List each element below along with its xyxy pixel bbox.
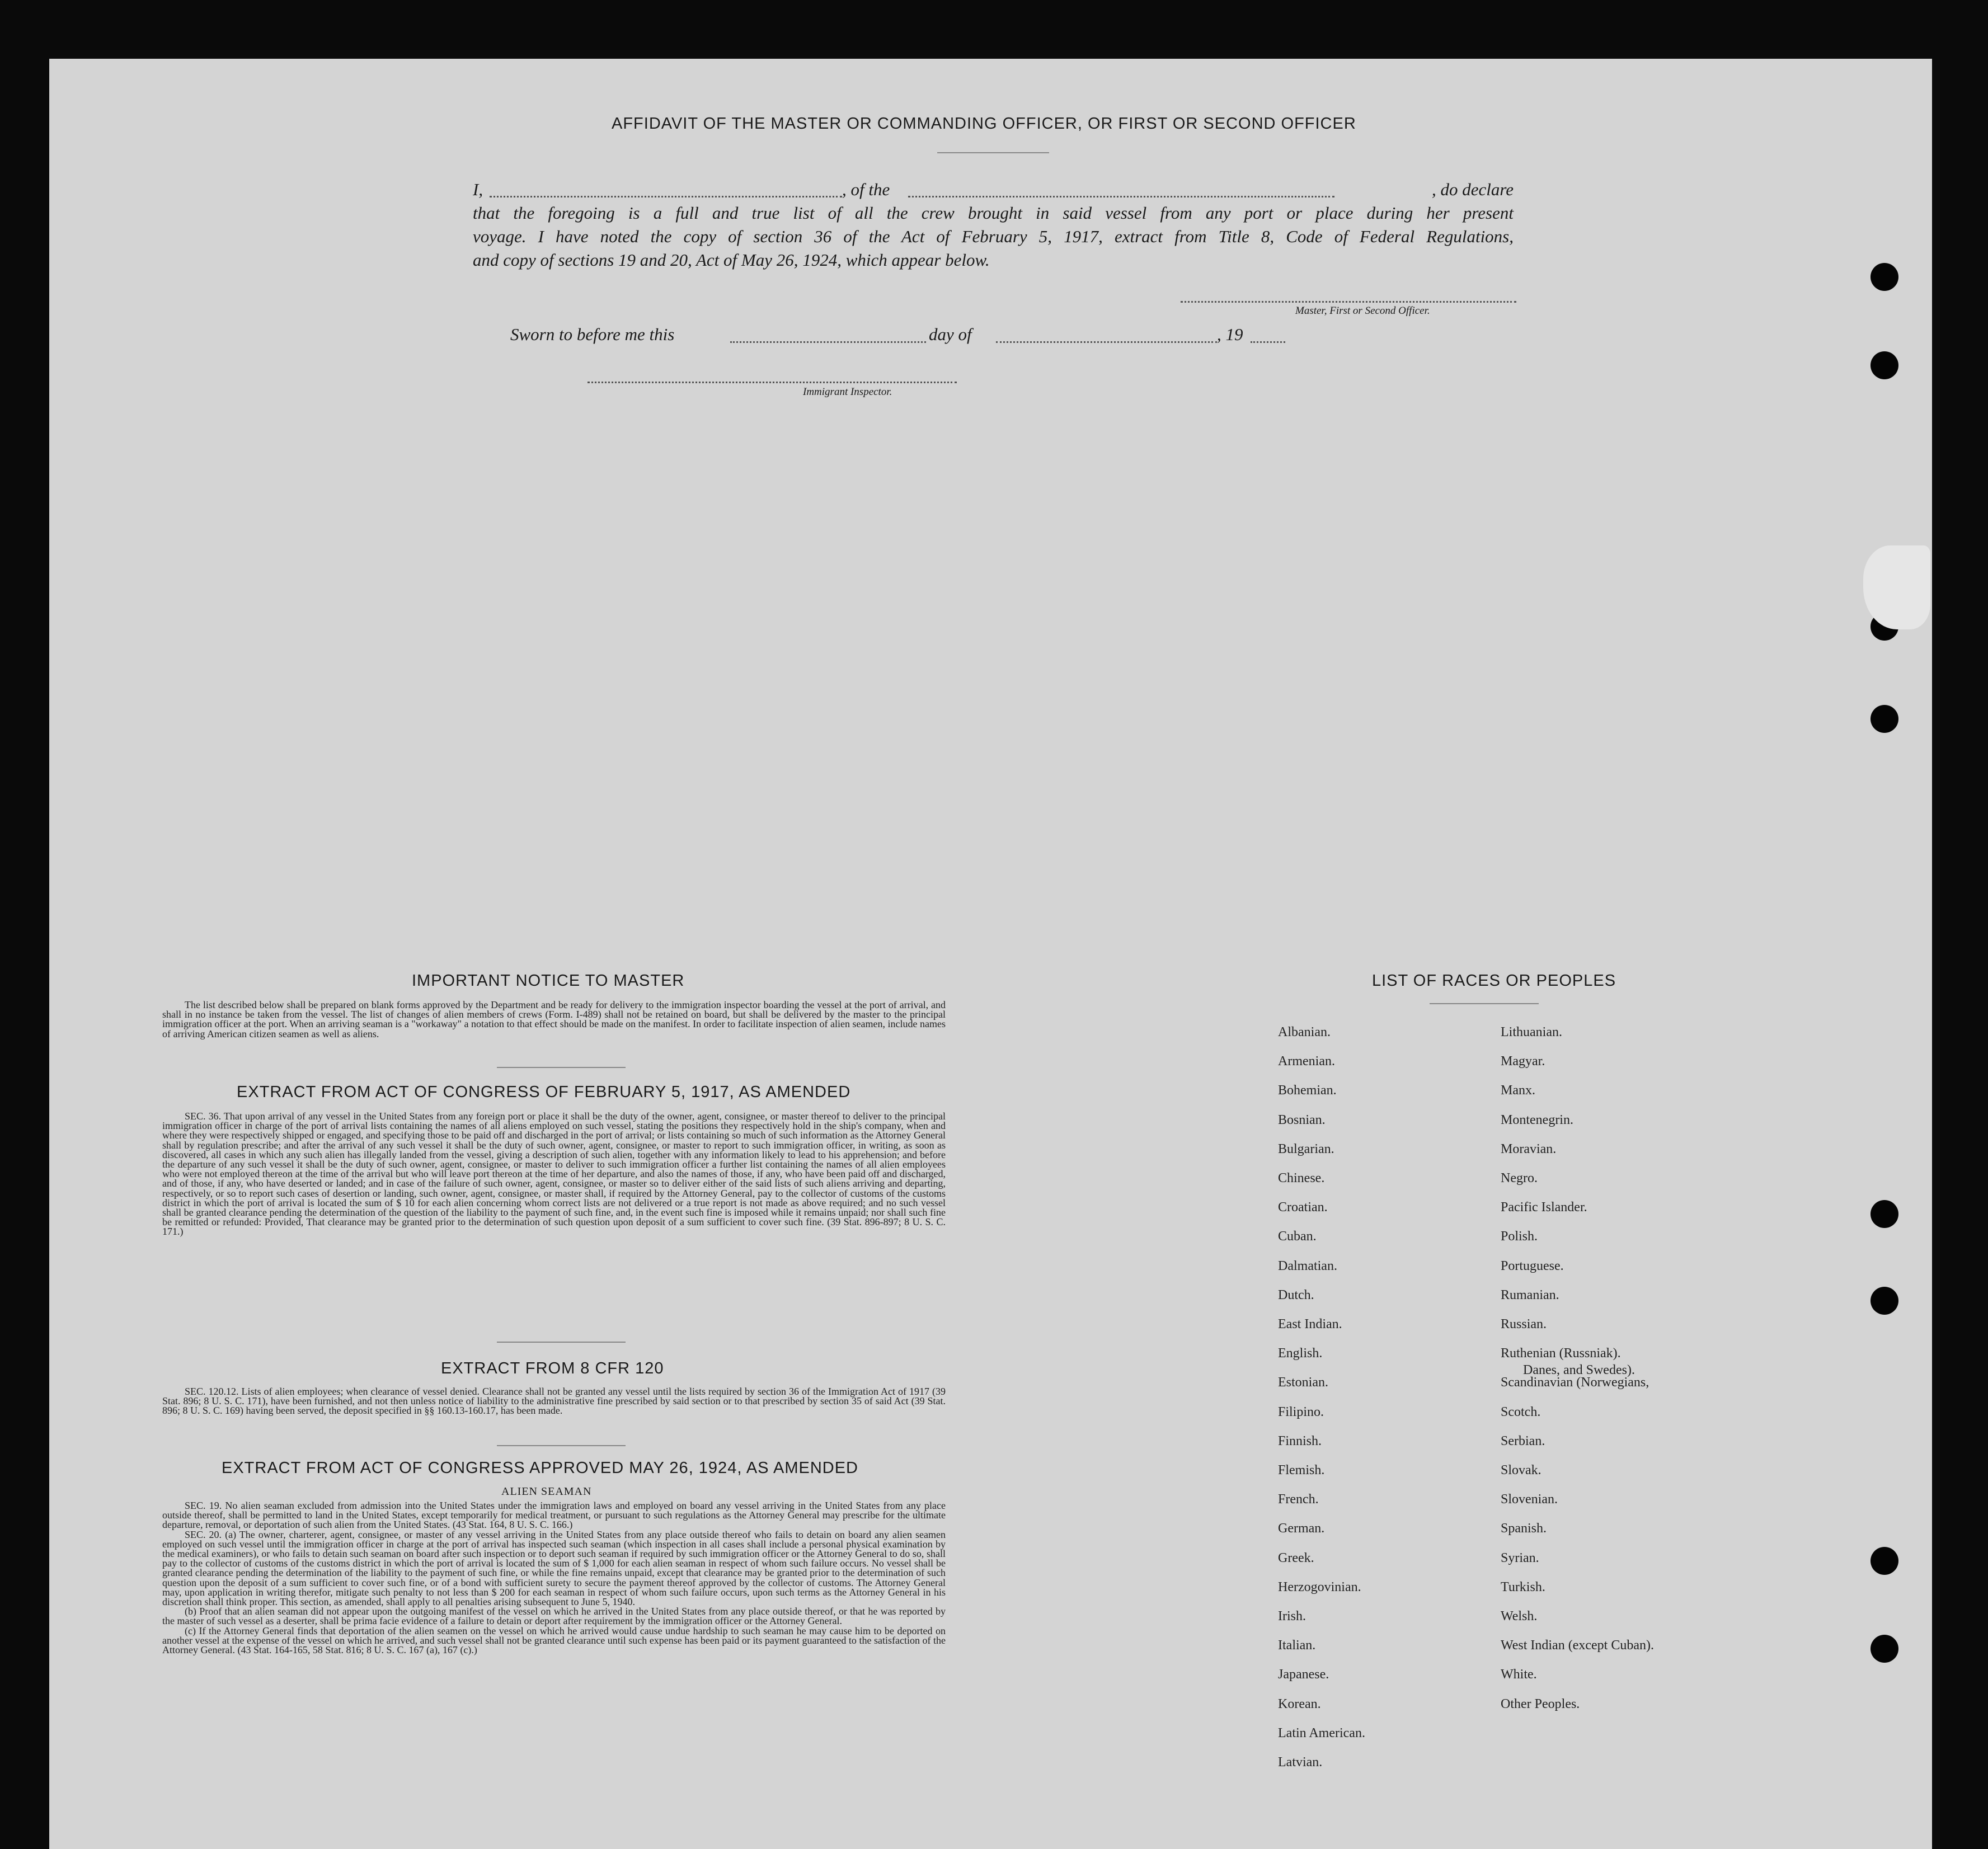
race-item-right: Russian.: [1501, 1317, 1547, 1332]
race-item-right: Turkish.: [1501, 1579, 1545, 1594]
declaration-line-3: voyage. I have noted the copy of section 36 of the Act of February 5, 1917, extract from Title 8, Code of Federal Regulations,: [473, 227, 1514, 246]
race-item-left: Greek.: [1278, 1550, 1314, 1565]
race-item-left: Japanese.: [1278, 1667, 1329, 1682]
inspector-signature-line[interactable]: [588, 376, 957, 383]
race-item-right: Portuguese.: [1501, 1258, 1564, 1273]
race-item-left: German.: [1278, 1521, 1325, 1536]
affidavit-title: AFFIDAVIT OF THE MASTER OR COMMANDING OFFICER, OR FIRST OR SECOND OFFICER: [612, 115, 1356, 133]
race-item-right: Syrian.: [1501, 1550, 1539, 1565]
race-item-right: Danes, and Swedes).: [1523, 1363, 1635, 1378]
paper-tear: [1863, 545, 1930, 629]
race-item-right: Scandinavian (Norwegians,: [1501, 1375, 1649, 1390]
declaration-line-1: [473, 178, 1514, 201]
extract-1917-text: SEC. 36. That upon arrival of any vessel in the United States from any foreign port or place it shall be the duty of the owner, agent, consignee, or master thereof to deliver to the principal immigration officer in charge of the port of arrival lists containing the names of all aliens employed on such vessel, stating the positions they respectively hold in the ship's company, when and where they were respectively shipped or engaged, and specifying those to be paid off and discharged in the port of arrival; or lists containing so much of such information as the Attorney General shall by regulation prescribe; and after the arrival of any such vessel it shall be the duty of such owner, agent, consignee, or master to report to such immigration officer, in writing, as soon as discovered, all cases in which any such alien has illegally landed from the vessel, giving a description of such alien, together with any information likely to lead to his apprehension; and before the departure of any such vessel it shall be the duty of such owner, agent, consignee, or master to deliver to such immigration officer a further list containing the names of all alien employees who were not employed thereon at the time of the arrival but who will leave port thereon at the time of her departure, and also the names of those, if any, who have been paid off and discharged, and of those, if any, who have deserted or landed; and in case of the failure of such owner, agent, consignee, or master so to deliver either of the said lists of such aliens arriving and departing, respectively, or so to report such cases of desertion or landing, such owner, agent, consignee, or master shall, if required by the Attorney General, pay to the collector of customs of the customs district in which the port of arrival is located the sum of $ 10 for each alien concerning whom correct lists are not delivered or a true report is not made as above required; and no such vessel shall be granted clearance pending the determination of the question of the liability to the payment of such fine, and, in the event such fine is imposed while it remains unpaid; nor shall such fine be remitted or refunded: Provided, That clearance may be granted prior to the determination of such question upon deposit of a sum sufficient to cover such fine. (39 Stat. 896-897; 8 U. S. C. 171.): [162, 1111, 946, 1238]
race-item-left: Bohemian.: [1278, 1083, 1337, 1098]
notice-text: The list described below shall be prepared on blank forms approved by the Department and be ready for delivery to the immigration inspector boarding the vessel at the port of arrival, and shall in no instance be taken from the vessel. The list of changes of alien members of crews (Form. I-489) shall not be retained on board, but shall be delivered by the master to the principal immigration officer at the port. When an arriving seaman is a "workaway" a notation to that effect should be made on the manifest. In order to facilitate inspection of alien seamen, include names of arriving American citizen seamen as well as aliens.: [162, 999, 946, 1039]
race-item-right: Negro.: [1501, 1171, 1538, 1185]
declarant-name-field[interactable]: [490, 178, 842, 197]
race-item-right: Lithuanian.: [1501, 1025, 1562, 1039]
extract-1917-title: EXTRACT FROM ACT OF CONGRESS OF FEBRUARY 5, 1917, AS AMENDED: [237, 1083, 851, 1101]
vessel-name-field[interactable]: [908, 178, 1334, 197]
race-item-left: Korean.: [1278, 1696, 1321, 1711]
declaration-of-the: , of the: [842, 180, 890, 199]
extract-cfr-text: SEC. 120.12. Lists of alien employees; when clearance of vessel denied. Clearance shall not be granted any vessel until the lists required by section 36 of the Immigration Act of 1917 (39 Stat. 896; 8 U. S. C. 171), have been furnished, and not then unless notice of liability to the administrative fine prescribed by said section or to that prescribed by section 35 of said Act (39 Stat. 896; 8 U. S. C. 169) having been served, the deposit specified in §§ 160.13-160.17, has been made.: [162, 1386, 946, 1417]
race-item-left: Flemish.: [1278, 1463, 1325, 1478]
race-item-right: White.: [1501, 1667, 1537, 1682]
extract-cfr-title: EXTRACT FROM 8 CFR 120: [441, 1359, 664, 1377]
race-item-left: Finnish.: [1278, 1433, 1322, 1448]
race-item-right: Montenegrin.: [1501, 1112, 1573, 1127]
race-item-right: Magyar.: [1501, 1054, 1545, 1069]
declaration-i: I,: [473, 180, 483, 199]
race-item-right: Manx.: [1501, 1083, 1535, 1098]
race-item-right: Welsh.: [1501, 1609, 1538, 1624]
race-item-left: Dalmatian.: [1278, 1258, 1337, 1273]
races-rule: [1430, 1003, 1539, 1004]
race-item-left: Chinese.: [1278, 1171, 1325, 1185]
declaration-text: [473, 178, 1514, 272]
extract-1924-subtitle: ALIEN SEAMAN: [501, 1485, 592, 1498]
extract-1924-sec20a: SEC. 20. (a) The owner, charterer, agent, consignee, or master of any vessel arriving in the United States from any place outside thereof who fails to detain on board any alien seamen employed on such vessel until the immigration officer in charge at the port of arrival has inspected such seaman (which inspection in all cases shall include a personal physical examination by the medical examiners), or who fails to detain such seaman on board after such inspection or to deport such seaman if required by such immigration officer or the Attorney General to do so, shall pay to the collector of customs of the customs district in which the port of arrival is located the sum of $ 1,000 for each alien seaman in respect of whom such failure occurs. No vessel shall be granted clearance pending the determination of the liability to the payment of such fine, or while the fine remains unpaid, except that clearance may be granted prior to the determination of such question upon the deposit of a sum sufficient to cover such fine, or of a bond with sufficient surety to secure the payment thereof approved by the collector of customs. The Attorney General may, upon application in writing therefor, mitigate such penalty to not less than $ 200 for each seaman in respect of whom such failure occurs, upon such terms as the Attorney General in his discretion shall think proper. This section, as amended, shall apply to all penalties arising subsequent to June 5, 1940.: [162, 1528, 946, 1608]
master-signature-label: Master, First or Second Officer.: [1295, 305, 1430, 317]
race-item-left: Armenian.: [1278, 1054, 1335, 1069]
race-item-left: Filipino.: [1278, 1404, 1324, 1419]
extract-1924-sec19: SEC. 19. No alien seaman excluded from admission into the United States under the immigration laws and employed on board any vessel arriving in the United States from any place outside thereof, shall be permitted to land in the United States, except temporarily for medical treatment, or pursuant to such regulations as the Attorney General may prescribe for the ultimate departure, removal, or deportation of such alien from the United States. (43 Stat. 164, 8 U. S. C. 166.): [162, 1500, 946, 1531]
binder-hole-4: [1870, 705, 1898, 733]
declaration-declare: , do declare: [1431, 180, 1514, 199]
race-item-left: English.: [1278, 1346, 1323, 1361]
race-item-right: West Indian (except Cuban).: [1501, 1638, 1654, 1653]
binder-hole-5: [1870, 1200, 1898, 1228]
race-item-right: Other Peoples.: [1501, 1696, 1580, 1711]
sworn-year-prefix: , 19: [1217, 324, 1243, 344]
race-item-right: Ruthenian (Russniak).: [1501, 1346, 1621, 1361]
declaration-line-4: and copy of sections 19 and 20, Act of May 26, 1924, which appear below.: [473, 250, 990, 270]
binder-hole-6: [1870, 1287, 1898, 1315]
race-item-left: Italian.: [1278, 1638, 1316, 1653]
declaration-line-2: that the foregoing is a full and true list of all the crew brought in said vessel from any port or place during her present: [473, 203, 1514, 223]
race-item-right: Spanish.: [1501, 1521, 1547, 1536]
race-item-left: Cuban.: [1278, 1229, 1317, 1244]
sworn-prefix: Sworn to before me this: [510, 324, 675, 344]
race-item-left: Albanian.: [1278, 1025, 1331, 1039]
race-item-right: Scotch.: [1501, 1404, 1541, 1419]
races-title: LIST OF RACES OR PEOPLES: [1372, 972, 1616, 990]
race-item-left: Croatian.: [1278, 1200, 1328, 1215]
notice-rule: [497, 1067, 626, 1068]
race-item-right: Polish.: [1501, 1229, 1538, 1244]
race-item-left: Bosnian.: [1278, 1112, 1326, 1127]
race-item-left: Bulgarian.: [1278, 1141, 1334, 1156]
master-signature-line[interactable]: [1181, 295, 1516, 303]
race-item-right: Slovak.: [1501, 1463, 1541, 1478]
race-item-left: Latin American.: [1278, 1725, 1365, 1740]
race-item-left: East Indian.: [1278, 1317, 1342, 1332]
affidavit-title-rule: [937, 152, 1049, 153]
race-item-left: Estonian.: [1278, 1375, 1328, 1390]
race-item-left: Irish.: [1278, 1609, 1306, 1624]
race-item-left: Dutch.: [1278, 1287, 1314, 1302]
extract-1924-sec20b: (b) Proof that an alien seaman did not appear upon the outgoing manifest of the vessel on which he arrived in the United States from any place outside thereof, or that he was reported by the master of such vessel as a deserter, shall be prima facie evidence of a failure to detain or deport after requirement by the immigration officer or the Attorney General.: [162, 1606, 946, 1627]
binder-hole-1: [1870, 263, 1898, 291]
race-item-left: Latvian.: [1278, 1755, 1323, 1770]
extract-cfr-rule: [497, 1445, 626, 1446]
inspector-label: Immigrant Inspector.: [803, 386, 892, 398]
race-item-right: Rumanian.: [1501, 1287, 1559, 1302]
extract-1924-body: [162, 1501, 946, 1655]
sworn-day-of: day of: [929, 324, 972, 344]
race-item-left: French.: [1278, 1492, 1319, 1507]
race-item-right: Serbian.: [1501, 1433, 1545, 1448]
race-item-right: Slovenian.: [1501, 1492, 1558, 1507]
race-item-right: Moravian.: [1501, 1141, 1557, 1156]
extract-1924-sec20c: (c) If the Attorney General finds that deportation of the alien seamen on the vessel on which he arrived would cause undue hardship to such seaman he may cause him to be deported on another vessel at the expense of the vessel on which he arrived, and such vessel shall not be granted clearance until such expense has been paid or its payment guaranteed to the satisfaction of the Attorney General. (43 Stat. 164-165, 58 Stat. 816; 8 U. S. C. 167 (a), 167 (c).): [162, 1625, 946, 1656]
race-item-right: Pacific Islander.: [1501, 1200, 1587, 1215]
binder-hole-8: [1870, 1635, 1898, 1663]
extract-1917-rule: [497, 1342, 626, 1343]
sworn-year-field[interactable]: [1251, 324, 1285, 343]
binder-hole-7: [1870, 1547, 1898, 1575]
binder-hole-2: [1870, 351, 1898, 379]
notice-title: IMPORTANT NOTICE TO MASTER: [412, 972, 685, 990]
race-item-left: Herzogovinian.: [1278, 1579, 1361, 1594]
sworn-day-field[interactable]: [730, 324, 926, 343]
extract-1924-title: EXTRACT FROM ACT OF CONGRESS APPROVED MAY 26, 1924, AS AMENDED: [222, 1459, 858, 1477]
sworn-month-field[interactable]: [996, 324, 1217, 343]
